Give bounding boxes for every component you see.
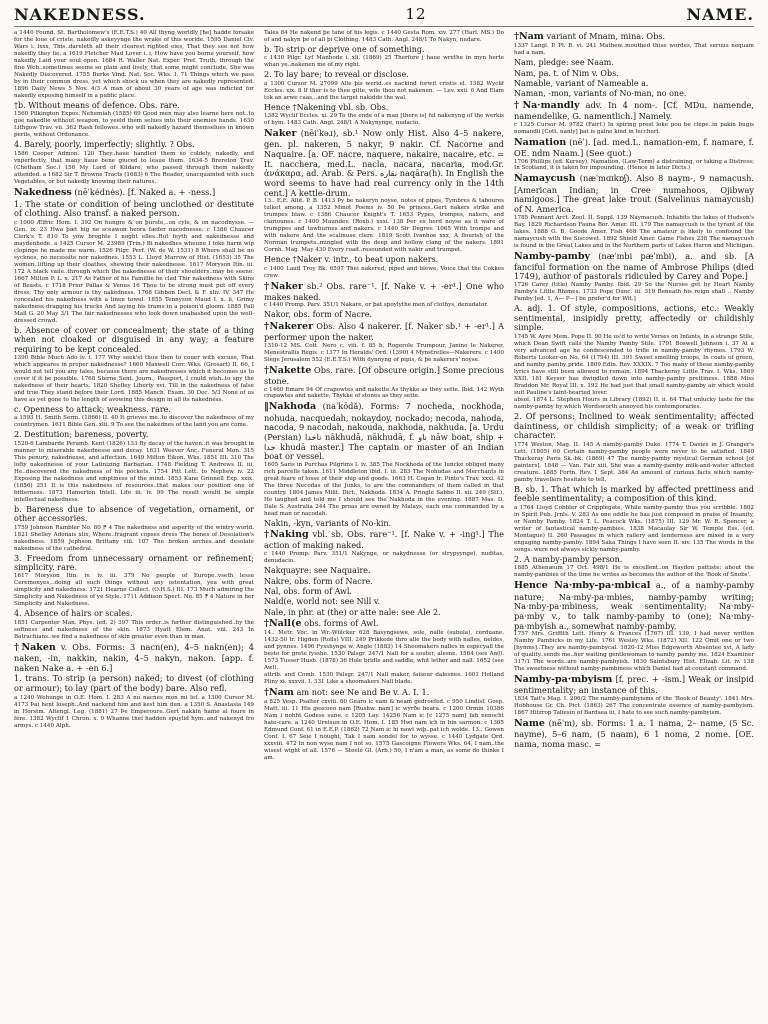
entry-definition: (næˈmɑɪkɒʃ). Also 8 naym-, 9 namacush. [American Indian; in Cree numahoos, Ojibway namigoos.] The great lake trout (Salvelinus namaycush) of N. America. (514, 173, 754, 214)
entry-headword: Namby-pamby (514, 250, 591, 262)
sense-text: Hence †Naker v. intr., to beat upon nakers. (264, 255, 439, 265)
entry-definition: (nēˈ). [ad. med.L. namation-em, f. namare, f. OE. ndm Naam.] (See quot.) (514, 136, 754, 158)
dictionary-entry (514, 251, 754, 283)
dictionary-entry (14, 187, 254, 199)
entry-headword: †Naken (14, 641, 56, 653)
entry-definition: (nēˈm), sb. Forms: 1 a. 1 nama, 2– name, (5 Sc. nayme), 5–6 nam, (5 naam), 6 1 noma, 2 nome. [OE. nama, noma masc. = (514, 717, 754, 749)
entry-definition: (nēˈkėdnės). [f. Naked a. + -ness.] (71, 186, 216, 197)
column-1 (14, 30, 254, 1020)
sense-text: 2. Destitution; bareness, poverty. (14, 430, 149, 440)
sense-text: 2. To lay bare; to reveal or disclose. (264, 70, 409, 80)
quotation-block: c 1325 Cursor M. 9782 (Fairf.) In spiring prest loke pou be clepe..in pakin bugis nomandli [Cott. nanly] þat is galne kind in leccherl. (514, 121, 754, 135)
definition-text: B. sb. 1. That which is marked by affected prettiness and feeble sentimentality; a composition of this kind. (514, 483, 754, 504)
entry-headword: Nakedness (14, 186, 72, 198)
dictionary-entry (264, 365, 504, 387)
quotation-block: a 1764 Lloyd Cobbler of Cripplegate, While namby-pamby thus you scribble. 1802 in Spirit Pub. Jrnls. V. 283 As one oddle he has just composed in praise of Insanity, or Namby Pamby. 1824 T. L. Peacock Wks. (1875) III. 129 Mr. W. R. Spencer, a writer of fantastical namby-pambies. 1838 Macaulay Sir W. Temple Ess. (ed. Montague) II. 260 Passages in which railery and tenderness are mixed in a very engaging namby-pamby. 1894 Saka Things I have seen II. xiv. 135 The words in the songs..were not always sickly namby-pamby. (514, 505, 754, 554)
column-2 (264, 30, 504, 1020)
entry-headword: ‖Nakhoda (264, 401, 317, 413)
definition-text: 1. The state or condition of being unclothed or destitute of clothing. Also transf. a naked person. (14, 198, 254, 219)
quotation-block: absol. 1874 L. Stephen Hours in Library (1892) II. ii. 64 That unlucky taste for the namby-pamby by which Wordsworth annoyed his contemporaries. (514, 396, 754, 410)
sense-text: Nakor, obs. form of Nacre. (264, 310, 372, 320)
sense-text: b. Bareness due to absence of vegetation, ornament, or other accessories. (14, 504, 254, 524)
quotation-block: c 1000 Ælfric Hom. I. 392 On hungre & on þurste,..on cyle, & on nacodnysse. — Gen. ix. 23 Hwa þæt hig ne sceawon heora fæder nacodnesse. c 1386 Chaucer Clerk's T. 810 To yow broghte I noght elles..But feyth and nakednesse and maydenhede. a 1425 Cursor M. 23989 (Trin.) Bi nakedhes wheune I toke harm wip clopinge he made me warm. 1526 Pilgr. Perf. (W. de W. 1531) 8 Where shall be no sycknes, no necessite nor nakednes. 1553 L. Lloyd Marrow of Hist. (1653) 35 The women..lifting up their cloathes, shewing their nakednesse. 1617 Moryson Itin. iii. 172 A black vaile..through which the nakednesse of their shoulders..may be seene. 1667 Milton P. L. x. 217 As Father of his Famillie he clad Thir nakedness with Skins of Beasts. c 1718 Prior Pallas & Venus 16 Thou to be strong must put off every dress; Thy only armour is thy nakedness. 1768 Gibbon Decl. & F. xliv. IV. 347 He concealed his nakedness with a linen towel. 1855 Tennyson Maud I. x. ii, Grimy nakedness dragging his trucks And laying his trams in a poison'd gloom. 1885 Pall Mall G. 20 May 3/1 The fair nakednesses who look down unabashed upon the well-dressed crowd. (14, 220, 254, 324)
sense-text: Nam, pledge: see Naam. (514, 58, 614, 68)
entry-headword: Name (514, 717, 545, 729)
definition-text: A. adj. 1. Of style, compositions, actions, etc.: Weakly sentimental, insipidly pretty, affectedly or childishly simple. (514, 303, 754, 333)
quotation-block: c 1400 Laud Troy Bk. 6597 Thei nakered, piped and blewe, Voice that the Cokkes crew. (264, 265, 504, 279)
quotation-block: attrib. and Comb. 1530 Palsgr. 247/1 Nall maker, faiseur dalesnes. 1601 Holland Pliny xi. xxxvii. I. 331 Like a shoomakers Nall blade. (264, 672, 504, 686)
header-right-guideword: NAME. (686, 4, 754, 24)
quotation-block: 1382 Wyclif Eccles. xi. 29 To the ende of a man [there is] ful nakenyng of the werkis of hym. 1483 Cath. Angl. 248/1 A Nakynynge, nudacio. (264, 113, 504, 127)
quotation-block: 1851 Carpenter Man. Phys. (ed. 2) 397 This order..is further distinguished..by the softness and nakedness of the skin. 1873 Hyatt Elem. Anat. viii. 243 In Batrachians..we find a nakedness of skin greater even than in man. (14, 619, 254, 640)
quotation-block: 1310-12 MS. Cott. Nero c. viii. f. 85 b, Rogerole Trumpour, Janino le Nakerer, Menestrallis Regis. c 1377 In Heralds' Ord. (1390) 4 Mynstrelles—Nakerers. c 1400 Siege Jerusalem 552 (E.E.T.S.) With dynnyng of pipis, & þe nakerers' noyse. (264, 342, 504, 363)
entry-definition: v. Obs. Forms: 3 nacn(en), 4–5 nakn(en); 4 naken, -in, nakkin, nakin, 4–5 nakyn, nakon. [app. f. naken Nake a. + -en 6.] (14, 641, 254, 673)
sense-text: Nakre, obs. form of Nacre. (264, 576, 373, 586)
sense-text: †b. Without means of defence. Obs. rare. (14, 100, 180, 110)
dictionary-entry (514, 674, 754, 696)
text-columns (14, 30, 754, 1020)
entry-definition: (næˈmbi pæˈmbi), a. and sb. [A fanciful formation on the name of Ambrose Philips (died 1749), author of pastorals ridiculed by Carey and Pope.] (514, 250, 754, 282)
page-number: 12 (405, 5, 427, 23)
entry-headword: †Nall(e (264, 618, 302, 630)
sense-text: Namable, variant of Nameable a. (514, 79, 649, 88)
dictionary-entry (264, 281, 504, 303)
entry-definition: obs. forms of Awl. (301, 618, 379, 629)
entry-definition: Obs. Also 4 nakerer. [f. Naker sb.¹ + -er¹.] A performer upon the naker. (264, 320, 504, 343)
dictionary-entry (264, 401, 504, 462)
quotation-block: 1785 Pennant Arct. Zool. II. Suppl. 139 Naymacush. Inhabits the lakes of Hudson's Bay. 1829 Richardson Fauna Bor. Amer. III. 179 The namaycush is the tyrant of the lakes. 1888 G. B. Goode Amer. Fish 468 The amateur is likely to confound the namaycush with the Siscowet. 1892 Shield Amer. Game Fishes 238 The namaycush is found in the Great Lakes and in the Northern parts of Lakes Huron and Michigan. (514, 214, 754, 249)
entry-definition: (nēiˈkəɹ), sb.¹ Now only Hist. Also 4–5 nakere, gen. pl. nakeren, 5 nakyr, 9 nakir. Cf. Nacorne and Naquaire. [a. OF. nacre, naquere, nakaire, nacaire, etc. = It. nacchera, med.L. nacla, nacara, nacaria, mod.Gr. ἀνάκαρα, ad. Arab. & Pers. نقاره naqāra(h). In English the word seems to have had real currency only in the 14th cent.] A kettle-drum. (264, 128, 504, 198)
entry-definition: variant of Mnam, mina. Obs. (543, 31, 666, 41)
quotation-block: a 825 Vesp. Psalter cxviii. 60 Gearo ic eam & neam gedroefed. c 950 Lindisf. Gosp. Matt. iii. 11 His gescoeo nam [Rushw. nam] ic wyrðe beara. c 1200 Ormin 10386 Nam i nohht Godess sune. c 1205 Lay. 14256 Nam ic [c 1275 nam] fah nenocht hate-care. a 1240 Ureisun in O.E. Hom. I. 185 Hwi nam ich in bin sarmon. c 1305 Edmund Conf. 61 in E.E.P. (1862) 72 Nam ic hi nawt wiþ..pat ich wolde. 13.. Gowen Conf. I. 67 Seie I nought, Tak I nam sondel for to wysse. c 1440 Lydgate Ord. xxxviii. 472 In non wyse nam I not so. 1575 Gascoigne Flowers Wks. 64, I nam..the wisest wight of all. 1576 — Steele Gl. (Arb.) 50, I n'am a man, as some do thinke I am. (264, 699, 504, 762)
sense-text: Nam, pa. t. of Nim v. Obs. (514, 68, 619, 78)
sense-text: Nald(e, world not: see Nill v. (264, 597, 380, 607)
entry-definition: (naˈkōdă). Forms: 7 nocheda, nockhoda, nohuda, nacquedah, nokaydoy, nockado; necoda, nahoda, nacoda, 9 nacodah, nakouda, nakhoda, nakhuda. [a. Urdu (Persian) ناخدا nākhudā, nākhudā, f. ناو nāw boat, ship + خدا khudā master.] The captain or master of an Indian boat or vessel. (264, 401, 504, 462)
quotation-block: 14.. Metr. Voc. in Wr.-Wülcker 628 Basyngsewe, sole, nalle (subula), corduane. 1432-50 tr. Higden (Rolls) VIII. 249 Prikkede thro alle the body with nalles, neldes, and pynnes. 1496 Fysshynge w. Angle (1883) 14 Shoomakers nalles in especyall the beste for grete fysshe. 1530 Palsgr. 247/1 Nall for a souter, alesne. 1564 (see Awl). 1573 Tusser Husb. (1878) 36 Hole bridle and saddle, whit lether and nall. 1652 (see Awl). (264, 630, 504, 672)
quotation-block: c 1460 Emare 94 Of crapowtes and nakette As thykke as they sette. Ibid. 142 Wyth crapawtes and nakette, Thykke of stones as they sette. (264, 386, 504, 400)
entry-definition: a., of a namby-pamby nature; Na·mby-pa·mbies, namby-pamby writing; Na·mby-pa·mbiness, weak sentimentality; Na·mby-pa·mby v., to talk namby-pamby to (one); Na·mby-pa·mbyish a., somewhat namby-pamby. (514, 580, 754, 631)
quotation-block: a 1593 H. Smith Serm. (1866) II. 40 It grieves me..to discover the nakedness of my countrymen. 1611 Bible Gen. xlii. 9 To see the nakednes of the land you are come. (14, 415, 254, 429)
sense-text: Naman, -mon, variants of No-man, no one. (514, 89, 687, 99)
quotation-block: c 1430 Pilgr. Lyf Manhode i. xli. (1869) 25 Therfore j haue wrethe in myn herte whan ye..nakenen me of my right. (264, 55, 504, 69)
sense-text: c. Openness to attack; weakness. rare. (14, 405, 171, 415)
dictionary-entry (264, 529, 504, 551)
quotation-block: 1745 W. Ayre Mem. Pope II. 90 He us'd to write Verses on Infants, in a strange Stile, which Dean Swift calls the Namby Pamby Stile. 1791 Boswell Johnson i. 37 At a very advanced age he condescended to trifle in namby-pamby rhymes. 1793 W. Roberts Looker-on No. 64 (1794) III. 391 Sweet smelling troops, In coats of green, and namby pamby pride. 1809 Edin. Rev. XXXIX. 7 Too many of these namby-pamby lyrics have still been allowed to remain. 1894 Thackeray Little Trav. I. Wks. 1869 XXII. 181 Keyser has dwindled down into namby-pamby prettiness. 1888 Miss Braddon Mr. Royal III. x. 192 He had just that small namby-pamby air which would suit Pauline's faint-hearted lover. (514, 334, 754, 396)
dictionary-entry (264, 687, 504, 699)
entry-headword: †Na·mandly (514, 99, 580, 111)
sense-text: 4. Absence of hairs or scales. (14, 609, 133, 619)
entry-definition: [f. prec. + -ism.] Weak or insipid sentimentality; an instance of this. (514, 674, 754, 696)
sense-text: b. To strip or deprive one of something. (264, 44, 425, 54)
entry-headword: †Nam (264, 687, 294, 699)
entry-definition: vbl. sb. Obs. rare⁻¹. [f. Nake v. + -ing¹.] The action of making naked. (264, 529, 504, 551)
dictionary-entry (514, 173, 754, 214)
dictionary-entry (264, 128, 504, 198)
quotation-block: 1390 Bible Much Ado iv. i. 177 Why seek'st thou then to couer with excuse, That which appeares in proper nakednesse? 1660 Maxwell Corr. Wks. (Grosart) II. 66, I would not tell you any tales, because there are nakednesses which it becomes us to cover if it be possible. 1768 Sterne Sent. Journ., Passport, I could wish..to spy the nakedness of their hearts. 1820 Shelley Liberty xvi, Till in the nakedness of false and true They stand before their Lord. 1885 Manch. Exam. 30 Dec. 5/3 None of us have as yet gone to the length of avowing this design in all its nakedness. (14, 355, 254, 404)
header-rule (14, 26, 754, 27)
entry-headword: Namby-pa·mbyism (514, 674, 613, 686)
quotation-block: Tales 84 He nakend þe tane of his legis. c 1440 Gesta Rom. xiv. 277 (Harl. MS.) Do of and nakyn þe of all þi Clothing. 1483 Cath. Angl. 248/1 To Nakyn, nudare. (264, 30, 504, 43)
quotation-block: 13.. E.E. Allit. P. B. 1413 Þy be nakeryn noyse, notes of pipes, Tymbres & taboures tulket among. a 1352 Minot Poems iv. 50 Þe princes..Gert nakers strike and trumpes blaw. c 1386 Chaucer Knight's T. 1653 Pypes, trompes, nakers, and clariounes. c 1400 Maundev. (Roxb.) xxxi. 138 Þer es herd noyse as it ware of trumppes and tawburnes and nakers. c 1440 Sir Degrev. 1065 With trompe and with nakere And the scalmuse clere. 1819 Scott Ivanhoe xxx, A flourish of the Norman trumpets..mingled with the deep and hollow clang of the nakers. 1891 Cornh. Mag. May 430 Every road..resounded with nakir and trumpet. (264, 198, 504, 254)
quotation-block: 1605 Saris in Purchas Pilgrims I. iv. 385 The Nockhoda of the Iuncke obliged many rich parcells taken. 1611 Middleton ibid. I. iii. 283 The Nohudas and Merchants in great feare of losse of their ship and goods. 1663 H. Cogan tr. Pinto's Trav. xxxi. 42 The three Necodas of the Junks, to are the commanders of them called in that country. 1804 James Milit. Dict., Nakhoda. 1834 A. Pringle Sabbo II. xii. 249 (Stf.), He laughed and told me I should see the Nakhoda in the evening. 1887 Mas. D. Dale S. Australia 244 The proas are owned by Malays, each one commanded by a head man or nacodah. (264, 461, 504, 517)
dictionary-entry (514, 137, 754, 159)
sense-text: Nakquayre: see Naquaire. (264, 566, 371, 576)
sense-text: Nale, in phr. at (the) or atte nale: see Ale 2. (264, 607, 441, 617)
quotation-block: c 1440 Promp. Parv. 351/1 Nakare, or þat spoylythe men of clothys, denudator. (264, 302, 489, 309)
entry-headword: Namation (514, 136, 567, 148)
quotation-block: a 1240 Wohunge in O.E. Hom. I. 283 A nu nacnes mon mi lef. a 1300 Cursor M. 4173 Þai hent loseph..And nackend him and kest him dun. a 1350 S. Anastasia 149 in Horstm. Altengl. Leg. (1881) 27 Þe Emperoure..Gert nakkin hame al foure in fere. 1382 Wyclif 1 Chron. x. 9 Whanne thei hadden spuylid hym..and nakenyd fro armys. c 1440 Alph. (14, 694, 254, 729)
sense-text: 3. Freedom from unnecessary ornament or refinement; simplicity. rare. (14, 553, 254, 572)
entry-headword: †Nam (514, 31, 544, 42)
quotation-block: 1834 Tait's Mag. I. 206/2 The namby-pambyisms of the 'Book of Beauty'. 1841 Mrs. Hobhouse Gr. Ch. Pict. (1863) 267 The concentrate essence of namby-pambyism. 1867 Hitzrop Taliesin of Bardsea iii, I hate to see such namby-pambyism. (514, 696, 754, 716)
quotation-block: 1757 Mrs. Griffith Lett. Henry & Frances (1767) III. 139, I had never written Namby Pambicks in my Life. 1761 Wesley Wks. (1872) XII. 122 Omit one or two [hymns]..They are namby-pambycal. 1820-12 Miss Edgeworth Absentee xvi, A lady of quality..sends me..her waiting gentlewoman to namby pamby me. 1824 Examiner 317/1 The words..are namby-pambyish. 1830 Saintsbury Hist. Elizab. Lit. iv. 138 The sweetness without namby-pambiness which Daniel had at constant command. (514, 631, 754, 673)
entry-headword: Naker (264, 128, 297, 140)
sense-text: 2. A namby-pamby person. (514, 555, 623, 565)
quotation-block: 1885 Athenæum 17 Oct. 498/1 He is excellent..on Haydon pattiste; about the namby-pambies of the time he writes as becomes the author of the 'Book of Snobs'. (514, 565, 754, 579)
dictionary-entry (264, 321, 504, 343)
sense-text: Nakin, -kyn, variants of No-kin. (264, 518, 392, 528)
quotation-block: a 1440 Found. St. Bartholomew's (E.E.T.S.) 40 All thyng worldly [he] hadde forsake for the loue of criste, nakedly askeyynge the wrake of this worlde. 1595 Daniel Civ. Wars i. lxxx, This..dareleth all their clearest righted eies, That they see not how nakedly they lie. a 1619 Fletcher Mad Lover i. i, How have you borne yourself, how nakedly Laid your soul open. 1684 R. Waller Nat. Exper. Pref. Truth, through the fine Web..sometimes seems so plain and lively, that some might conclude, She was Nakedly Discovered. 1755 Burke Vind. Nat. Soc. Wks. I. 71 Things which we pass by in their common dress, yet which shock us when they are nakedly represented. 1896 Daily News 5 Nov. 4/3 A man of about 30 years of age was indicted for nakedly exposing himself in a public place. (14, 30, 254, 99)
page-header (14, 4, 754, 24)
quotation-block: 1586 Cooper Admon. 120 They..haue handled them so coldely, nakedly, and vnperfectly, that many haue bene giuced to leaue them. 1634-5 Brereton Trav. (Chetham Soc.) 156 My Lord of Kildare, who passed through them nakedly attended. a 1682 Sir T. Browne Tracts (1683) 6 The Reader, unacquainted with such Vegetables, or but nakedly knowing their natures. (14, 150, 254, 185)
entry-headword: Namaycush (514, 173, 576, 185)
dictionary-entry (264, 618, 504, 630)
quotation-block: a 1300 Cursor M. 27099 Alle þis werld..es nackind forwit cristis el. 1382 Wyclif Eccles. xix. 8 If ther is to thee gilte, wile thou not nakenen. — Lev. xxii. 6 And Elam tok an arwe caas,..and the target nakidde the wal. (264, 80, 504, 101)
entry-definition: Obs. rare. [Of obscure origin.] Some precious stone. (264, 364, 504, 386)
dictionary-entry (514, 31, 754, 43)
sense-text: Nal, obs. form of Awl. (264, 586, 352, 596)
quotation-block: 1337 Langl. P. Pl. B. vi. 241 Mathew..mouthed thise wordes, That seruus nequam had a nam. (514, 43, 754, 57)
quotation-block: 1706 Phillips (ed. Kersey), Namation, (Law-Term) a distraining, or taking a Distress; In Scotland, it is taken for impounding. (Hence in later Dicts.) (514, 158, 754, 172)
quotation-block: 1774 Weston, Mag. II. 145 A namby-pamby Duke. 1774 T. Davies in J. Granger's Lett. (1805) 60 Certain namby-pamby people were never to be satisfied. 1840 Thackeray Paris Sk.-bk. (1869) 47 The namby-pamby mystical German school [of painters]. 1848 — Van. Fair xiii, She was a namby-pamby milk-and-water affected creature. 1885 Fortn. Rev. 1 Sept. 384 An amount of curious facts which namby-pamby travellers hesitate to tell. (514, 441, 754, 483)
dictionary-entry (14, 642, 254, 674)
definition-text: 1. trans. To strip (a person) naked; to divest (of clothing or armour); to lay (part of the body) bare. Also refl. (14, 673, 254, 693)
quotation-block: 1759 Johnson Rambler No. 80 ⁋ 4 The nakedness and asperity of the wintry world. 1821 Shelley Adonais xlix, Where..fragrant copses dress The bones of Desolation's nakedness. 1859 Jephson Brittany viii. 107 The broken arches..and desolate nakedness of the cathedral. (14, 524, 254, 552)
header-left-guideword: NAKEDNESS. (14, 4, 146, 24)
definition-text: 2. Of persons: Inclined to weak sentimentality; affected daintiness, or childish simplicity; of a weak or trifling character. (514, 410, 754, 441)
entry-headword: †Nakette (264, 364, 312, 376)
sense-text: b. Absence of cover or concealment; the state of a thing when not cloaked or disguised in any way; a feature requiring to be kept concealed. (14, 325, 254, 354)
dictionary-entry (514, 718, 754, 750)
quotation-block: 1560 Pilkington Expos. Nehemiah (1585) 69 Good men may also learne here not..to goe nakedlie without weapon, to yeeld them selues into their enemies hands. 1630 Lithgow Trav. vii. 362 Rash fellowes..who will nakedly hazard themselues in known perils, without Ordonance. (14, 111, 254, 139)
entry-definition: am not: see Ne and Be v. A. I. 1. (293, 687, 430, 698)
quotation-block: c 1440 Promp. Parv. 351/1 Nakynge, or nakydnesse (or strypyynge), nuditas, denudacio. (264, 551, 504, 565)
entry-headword: †Naking (264, 529, 309, 541)
quotation-block: 1617 Moryson Itin. iv. iv. iii. 379 No people of Europe..vseth lesse Ceremonyes,..doing all such things without any ostentation, yea with great simplicity and nakedness. 1721 Hearne Collect. (O.H.S.) III. 173 Much admiring the Simplicity and Nakedness of ye Style. 1711 Addison Spect. No. 85 ⁋ 4 Nature in her Simplicity and Nakedness. (14, 573, 254, 608)
entry-headword: †Naker (264, 280, 303, 292)
sense-text: 4. Barely, poorly, imperfectly; slightly. ? Obs. (14, 140, 195, 150)
quotation-block: 1726 Carey (title) Namby Pamby. Ibid. 29 So the Nurses get by Heart Namby Pamby's Little Rhimes. 1733 Pope Dunc. iii. 319 Beneath his reign shall .. Namby Pamby [ed. 1, A— P—] be prefer'd for Wit.] (514, 282, 754, 303)
sense-text: Hence †Nakening vbl. sb. Obs. (264, 102, 389, 112)
dictionary-entry (514, 100, 754, 122)
entry-definition: adv. In 4 nom-. [Cf. MDu. namende, namendelike, G. namentlich.] Namely. (514, 99, 754, 122)
entry-definition: sb.² Obs. rare⁻¹. [f. Nake v. + -er¹.] One who makes naked. (264, 280, 504, 302)
column-3 (514, 30, 754, 1020)
dictionary-entry (514, 580, 754, 631)
entry-headword: Hence Na·mby-pa·mbical (514, 580, 651, 592)
entry-headword: †Nakerer (264, 320, 314, 332)
quotation-block: 1520-6 Lambarde Peramb. Kent (1826) 133 By decay of the haven..it was brought in manner to miserable nakednesse and decay. 1631 Weever Anc. Funeral Mon. 315 This penury, nakednesse, and affection. 1649 Milton Eikon. Wks. 1851 III. 310 The lofty nakednesse of your Latinizing Barbarian. 1748 Fielding T. Andrews II. iii, He..discovered the nakedness of his pockets. 1754 Pitt Lett. to Nephew iv. 22 Exposing the nakedness and emptiness of the mind. 1853 Kane Grinnell Exp. xxix. (1856) 251 It is this nakedness of resources..that makes our position one of bitterness. 1873 Hamerton Intell. Life iii. iv. 99 The result would be simple intellectual nakedness. (14, 440, 254, 503)
